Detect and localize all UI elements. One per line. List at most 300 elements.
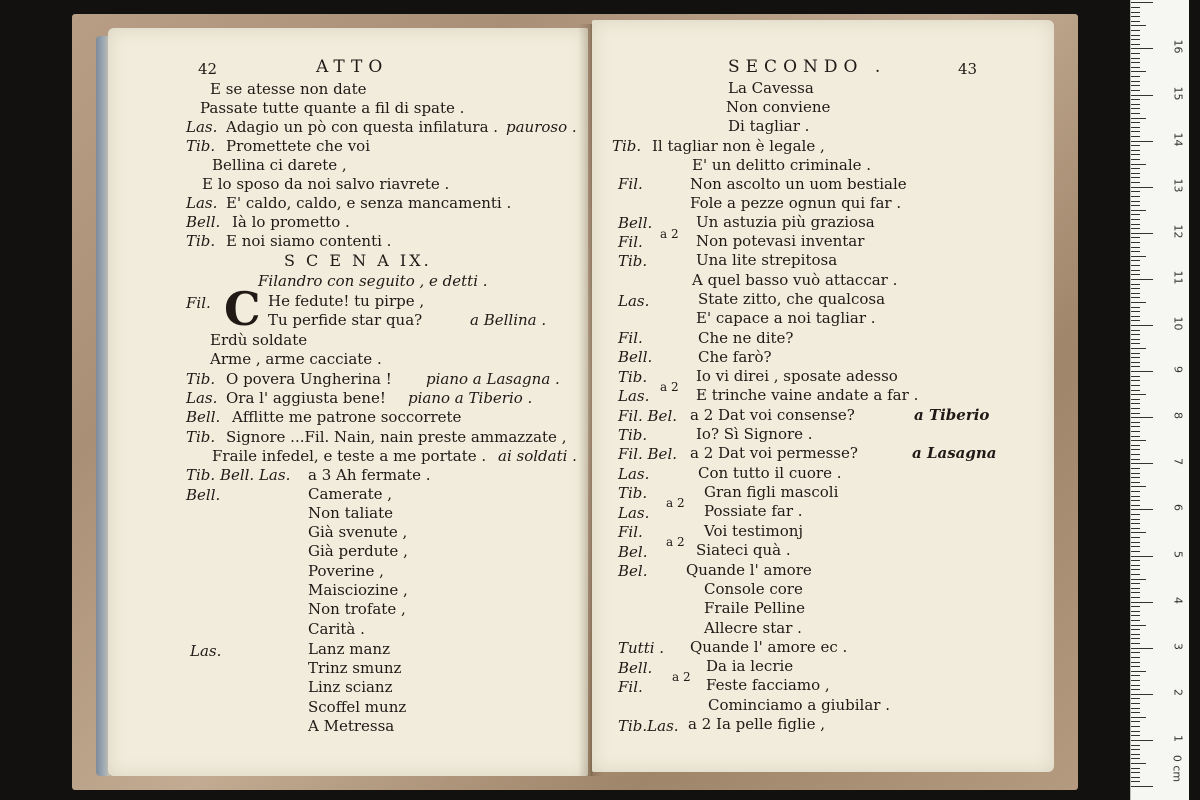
right-line: Voi testimonj <box>704 522 804 540</box>
right-speaker: Tib. <box>612 137 642 155</box>
left-line: Ià lo prometto . <box>232 213 350 231</box>
ruler-tick <box>1131 477 1140 478</box>
ruler-tick <box>1131 293 1140 294</box>
left-line: Adagio un pò con questa infilatura . <box>226 118 499 136</box>
ruler-tick <box>1131 122 1140 123</box>
left-speaker: Las. <box>186 389 218 407</box>
ruler-tick <box>1131 288 1140 289</box>
ruler-tick <box>1131 187 1153 188</box>
ruler-number: 7 <box>1171 458 1185 466</box>
ruler-tick <box>1131 260 1140 261</box>
a-due-mark: a 2 <box>672 670 691 684</box>
ruler-tick <box>1131 35 1140 36</box>
left-speaker: Tib. <box>186 370 216 388</box>
ruler-tick <box>1131 399 1140 400</box>
ruler-tick <box>1131 694 1153 695</box>
ruler-tick <box>1131 353 1140 354</box>
left-speaker: Las. <box>190 642 222 660</box>
ruler-tick <box>1131 721 1140 722</box>
verse-line: Lanz manz <box>308 640 390 658</box>
ruler-tick <box>1131 758 1140 759</box>
ruler-number: 12 <box>1171 224 1185 239</box>
ruler-tick <box>1131 44 1140 45</box>
right-speaker: Tib. <box>618 252 648 270</box>
ruler-tick <box>1131 731 1140 732</box>
right-speaker: Tib.Las. <box>618 717 679 735</box>
ruler-tick <box>1131 320 1140 321</box>
ruler-tick <box>1131 196 1140 197</box>
ruler-tick <box>1131 556 1153 557</box>
ruler-tick <box>1131 376 1140 377</box>
ruler-number: 10 <box>1171 316 1185 331</box>
ruler-tick <box>1131 565 1140 566</box>
ruler-tick <box>1131 390 1140 391</box>
ruler-tick <box>1131 131 1140 132</box>
ruler-tick <box>1131 71 1146 72</box>
left-line: Ora l' aggiusta bene! <box>226 389 386 407</box>
ruler-tick <box>1131 297 1140 298</box>
left-line: E se atesse non date <box>210 80 367 98</box>
right-line: La Cavessa <box>728 79 814 97</box>
right-speaker: Tib. <box>618 368 648 386</box>
right-speaker: Las. <box>618 504 650 522</box>
right-line: Feste facciamo , <box>706 676 830 694</box>
ruler-tick <box>1131 482 1140 483</box>
left-line: E lo sposo da noi salvo riavrete . <box>202 175 450 193</box>
verse-line: Linz scianz <box>308 678 393 696</box>
right-speaker: Fil. Bel. <box>618 445 678 463</box>
ruler-number: 0 cm <box>1170 754 1184 783</box>
ruler-tick <box>1131 431 1140 432</box>
ruler-tick <box>1131 514 1140 515</box>
ruler-tick <box>1131 270 1140 271</box>
ruler-tick <box>1131 726 1140 727</box>
ruler-tick <box>1131 583 1140 584</box>
verse-line: Carità . <box>308 620 365 638</box>
ruler-tick <box>1131 205 1140 206</box>
ruler-tick <box>1131 371 1153 372</box>
ruler-tick <box>1131 348 1146 349</box>
left-aside: ai soldati . <box>498 447 577 465</box>
ruler-tick <box>1131 81 1140 82</box>
left-line: Tu perfide star qua? <box>268 311 423 329</box>
ruler-tick <box>1131 454 1140 455</box>
left-line: Arme , arme cacciate . <box>210 350 382 368</box>
ruler-tick <box>1131 366 1140 367</box>
ruler-tick <box>1131 343 1140 344</box>
scene-title: S C E N A IX. <box>284 251 432 270</box>
ruler-tick <box>1131 449 1140 450</box>
left-speaker: Las. <box>186 194 218 212</box>
ruler-tick <box>1131 463 1153 464</box>
ruler-tick <box>1131 408 1140 409</box>
ruler-tick <box>1131 394 1146 395</box>
verse-line: Non trofate , <box>308 600 406 618</box>
ruler-tick <box>1131 671 1146 672</box>
right-line: Fole a pezze ognun qui far . <box>690 194 902 212</box>
ruler-tick <box>1131 191 1140 192</box>
ruler-number: 9 <box>1171 366 1185 374</box>
ruler-tick <box>1131 426 1140 427</box>
ruler-tick <box>1131 380 1140 381</box>
left-aside: piano a Lasagna . <box>426 370 560 388</box>
right-line: Da ia lecrie <box>706 657 794 675</box>
ruler-tick <box>1131 592 1140 593</box>
ruler-number: 8 <box>1171 412 1185 420</box>
ruler-tick <box>1131 606 1140 607</box>
ruler-tick <box>1131 505 1140 506</box>
ruler-tick <box>1131 777 1140 778</box>
ruler-tick <box>1131 638 1140 639</box>
ruler-tick <box>1131 417 1153 418</box>
ruler-tick <box>1131 703 1140 704</box>
ruler-tick <box>1131 12 1140 13</box>
ruler-tick <box>1131 597 1140 598</box>
ruler-tick <box>1131 201 1140 202</box>
ruler-tick <box>1131 159 1140 160</box>
right-speaker: Las. <box>618 292 650 310</box>
ruler-tick <box>1131 325 1153 326</box>
left-line: Signore ...Fil. Nain, nain preste ammazzate , <box>226 428 567 446</box>
right-speaker: Fil. <box>618 678 643 696</box>
left-speaker: Bell. <box>186 408 221 426</box>
ruler-tick <box>1131 491 1140 492</box>
left-speaker: Tib. <box>186 428 216 446</box>
a-due-mark: a 2 <box>660 227 679 241</box>
ruler-tick <box>1131 440 1146 441</box>
ruler-tick <box>1131 740 1153 741</box>
ruler-tick <box>1131 177 1140 178</box>
right-line: a 2 Ia pelle figlie , <box>688 715 825 733</box>
ruler-tick <box>1131 459 1140 460</box>
left-aside: a Bellina . <box>470 311 547 329</box>
right-line: Allecre star . <box>704 619 802 637</box>
right-line: Non ascolto un uom bestiale <box>690 175 907 193</box>
left-line: Passate tutte quante a fil di spate . <box>200 99 465 117</box>
right-line: Il tagliar non è legale , <box>652 137 825 155</box>
ruler-tick <box>1131 602 1153 603</box>
right-line: Non potevasi inventar <box>696 232 865 250</box>
right-line: E' capace a noi tagliar . <box>696 309 876 327</box>
ruler-tick <box>1131 237 1140 238</box>
left-speaker: Tib. <box>186 137 216 155</box>
ruler-tick <box>1131 274 1140 275</box>
ruler-tick <box>1131 643 1140 644</box>
ruler-tick <box>1131 546 1140 547</box>
right-speaker: Bell. <box>618 659 653 677</box>
ruler-tick <box>1131 413 1140 414</box>
ruler-tick <box>1131 247 1140 248</box>
ruler-tick <box>1131 7 1140 8</box>
ruler-tick <box>1131 154 1140 155</box>
left-line: Promettete che voi <box>226 137 371 155</box>
ruler-tick <box>1131 104 1140 105</box>
ruler-tick <box>1131 113 1140 114</box>
right-line: Un astuzia più graziosa <box>696 213 875 231</box>
right-speaker: Bell. <box>618 214 653 232</box>
left-line: Fraile infedel, e teste a me portate . <box>212 447 487 465</box>
left-speaker: Fil. <box>186 294 211 312</box>
ruler-number: 16 <box>1171 39 1185 54</box>
verse-line: Poverine , <box>308 562 384 580</box>
ruler-number: 1 <box>1171 734 1185 742</box>
right-line: State zitto, che qualcosa <box>698 290 886 308</box>
verse-line: Già svenute , <box>308 523 408 541</box>
left-speaker: Bell. <box>186 486 221 504</box>
measuring-ruler <box>1130 0 1189 800</box>
ruler-tick <box>1131 76 1140 77</box>
ruler-tick <box>1131 233 1153 234</box>
ruler-tick <box>1131 311 1140 312</box>
ruler-tick <box>1131 698 1140 699</box>
verse-line: Scoffel munz <box>308 698 407 716</box>
ruler-tick <box>1131 625 1146 626</box>
left-page-number: 42 <box>198 60 218 78</box>
right-line: Io? Sì Signore . <box>696 425 813 443</box>
right-speaker: Fil. <box>618 523 643 541</box>
ruler-tick <box>1131 25 1146 26</box>
ruler-tick <box>1131 675 1140 676</box>
right-line: a 2 Dat voi consense? <box>690 406 855 424</box>
right-speaker: Fil. <box>618 175 643 193</box>
ruler-tick <box>1131 560 1140 561</box>
left-aside: pauroso . <box>506 118 577 136</box>
right-line: Con tutto il cuore . <box>698 464 842 482</box>
ruler-number: 3 <box>1171 642 1185 650</box>
ruler-tick <box>1131 579 1146 580</box>
verse-line: Camerate , <box>308 485 393 503</box>
verse-line: Già perdute , <box>308 542 408 560</box>
ruler-tick <box>1131 551 1140 552</box>
right-line: Di tagliar . <box>728 117 810 135</box>
ruler-number: 11 <box>1171 270 1185 285</box>
ruler-tick <box>1131 735 1140 736</box>
right-line: Quande l' amore ec . <box>690 638 848 656</box>
ruler-tick <box>1131 786 1153 787</box>
ruler-tick <box>1131 284 1140 285</box>
ruler-tick <box>1131 588 1140 589</box>
ruler-tick <box>1131 118 1146 119</box>
right-speaker: Bell. <box>618 348 653 366</box>
left-line: Erdù soldate <box>210 331 308 349</box>
ruler-tick <box>1131 330 1140 331</box>
ruler-number: 4 <box>1171 596 1185 604</box>
ruler-tick <box>1131 219 1140 220</box>
left-speaker: Las. <box>186 118 218 136</box>
ruler-tick <box>1131 772 1140 773</box>
ruler-tick <box>1131 717 1146 718</box>
left-line: E noi siamo contenti . <box>226 232 392 250</box>
ruler-tick <box>1131 228 1140 229</box>
ruler-tick <box>1131 168 1140 169</box>
ruler-tick <box>1131 523 1140 524</box>
ruler-tick <box>1131 749 1140 750</box>
ruler-tick <box>1131 745 1140 746</box>
left-speaker: Tib. Bell. Las. <box>186 466 291 484</box>
ruler-tick <box>1131 256 1146 257</box>
a-due-mark: a 2 <box>666 496 685 510</box>
ruler-tick <box>1131 307 1140 308</box>
ruler-tick <box>1131 689 1140 690</box>
ruler-tick <box>1131 468 1140 469</box>
ruler-tick <box>1131 30 1140 31</box>
ruler-tick <box>1131 214 1140 215</box>
right-line: Quande l' amore <box>686 561 812 579</box>
ruler-number: 14 <box>1171 132 1185 147</box>
ruler-tick <box>1131 150 1140 151</box>
right-line: a 2 Dat voi permesse? <box>690 444 858 462</box>
ruler-tick <box>1131 486 1146 487</box>
ruler-tick <box>1131 210 1146 211</box>
left-line: a 3 Ah fermate . <box>308 466 431 484</box>
ruler-tick <box>1131 542 1140 543</box>
scene-subtitle: Filandro con seguito , e detti . <box>258 272 488 290</box>
ruler-tick <box>1131 629 1140 630</box>
ruler-tick <box>1131 509 1153 510</box>
ruler-tick <box>1131 141 1153 142</box>
ruler-tick <box>1131 53 1140 54</box>
verse-line: Non taliate <box>308 504 393 522</box>
ruler-tick <box>1131 648 1153 649</box>
right-speaker: Tutti . <box>618 639 665 657</box>
right-page <box>592 20 1054 772</box>
ruler-number: 15 <box>1171 86 1185 100</box>
left-line: Bellina ci darete , <box>212 156 347 174</box>
verse-line: Trinz smunz <box>308 659 402 677</box>
left-speaker: Bell. <box>186 213 221 231</box>
ruler-tick <box>1131 265 1140 266</box>
ruler-tick <box>1131 99 1140 100</box>
ruler-tick <box>1131 182 1140 183</box>
right-speaker: Tib. <box>618 484 648 502</box>
ruler-tick <box>1131 708 1140 709</box>
ruler-tick <box>1131 537 1140 538</box>
right-page-number: 43 <box>958 60 978 78</box>
ruler-number: 5 <box>1171 550 1185 558</box>
ruler-tick <box>1131 357 1140 358</box>
left-line: E' caldo, caldo, e senza mancamenti . <box>226 194 512 212</box>
ruler-tick <box>1131 2 1153 3</box>
right-speaker: Fil. <box>618 329 643 347</box>
ruler-tick <box>1131 500 1140 501</box>
right-line: E trinche vaine andate a far . <box>696 386 919 404</box>
ruler-tick <box>1131 685 1140 686</box>
right-line: Siateci quà . <box>696 541 791 559</box>
ruler-tick <box>1131 242 1140 243</box>
ruler-tick <box>1131 528 1140 529</box>
ruler-tick <box>1131 339 1140 340</box>
ruler-tick <box>1131 569 1140 570</box>
ruler-tick <box>1131 620 1140 621</box>
left-line: Afflitte me patrone soccorrete <box>232 408 462 426</box>
ruler-tick <box>1131 768 1140 769</box>
ruler-tick <box>1131 436 1140 437</box>
a-due-mark: a 2 <box>666 535 685 549</box>
ruler-tick <box>1131 224 1140 225</box>
ruler-tick <box>1131 532 1146 533</box>
ruler-tick <box>1131 615 1140 616</box>
ruler-tick <box>1131 108 1140 109</box>
ruler-tick <box>1131 496 1140 497</box>
right-line: Non conviene <box>726 98 831 116</box>
ruler-tick <box>1131 362 1140 363</box>
ruler-tick <box>1131 781 1140 782</box>
ruler-tick <box>1131 662 1140 663</box>
left-page <box>108 28 588 776</box>
left-page-header: ATTO <box>316 57 389 77</box>
right-line: Cominciamo a giubilar . <box>708 696 890 714</box>
ruler-tick <box>1131 302 1146 303</box>
right-speaker: Fil. Bel. <box>618 407 678 425</box>
ruler-tick <box>1131 58 1140 59</box>
right-line: Fraile Pelline <box>704 599 805 617</box>
ruler-number: 2 <box>1171 688 1185 696</box>
ruler-tick <box>1131 95 1153 96</box>
left-speaker: Tib. <box>186 232 216 250</box>
ruler-tick <box>1131 127 1140 128</box>
left-aside: piano a Tiberio . <box>408 389 533 407</box>
right-speaker: Bel. <box>618 562 648 580</box>
ruler-tick <box>1131 334 1140 335</box>
ruler-tick <box>1131 519 1140 520</box>
ruler-tick <box>1131 680 1140 681</box>
drop-cap: C <box>224 282 261 336</box>
ruler-tick <box>1131 754 1140 755</box>
ruler-tick <box>1131 316 1140 317</box>
ruler-tick <box>1131 16 1140 17</box>
right-line: Una lite strepitosa <box>696 251 838 269</box>
ruler-tick <box>1131 62 1140 63</box>
right-line: Gran figli mascoli <box>704 483 839 501</box>
right-page-header: SECONDO . <box>728 57 887 77</box>
ruler-number: 6 <box>1171 504 1185 512</box>
ruler-tick <box>1131 251 1140 252</box>
ruler-tick <box>1131 385 1140 386</box>
right-line: Che farò? <box>698 348 772 366</box>
right-speaker: Bel. <box>618 543 648 561</box>
ruler-tick <box>1131 279 1153 280</box>
ruler-tick <box>1131 657 1140 658</box>
right-line: A quel basso vuò attaccar . <box>692 271 898 289</box>
left-line: He fedute! tu pirpe , <box>268 292 425 310</box>
right-speaker: Las. <box>618 387 650 405</box>
right-line: E' un delitto criminale . <box>692 156 872 174</box>
ruler-tick <box>1131 90 1140 91</box>
right-line: Console core <box>704 580 803 598</box>
verse-line: Maisciozine , <box>308 581 408 599</box>
right-speaker: Las. <box>618 465 650 483</box>
ruler-tick <box>1131 136 1140 137</box>
right-speaker: Fil. <box>618 233 643 251</box>
ruler-tick <box>1131 634 1140 635</box>
right-aside: a Lasagna <box>912 444 997 462</box>
ruler-tick <box>1131 67 1140 68</box>
ruler-tick <box>1131 173 1140 174</box>
ruler-tick <box>1131 164 1146 165</box>
ruler-tick <box>1131 652 1140 653</box>
ruler-tick <box>1131 21 1140 22</box>
ruler-tick <box>1131 473 1140 474</box>
right-aside: a Tiberio <box>914 406 990 424</box>
ruler-tick <box>1131 763 1146 764</box>
right-speaker: Tib. <box>618 426 648 444</box>
ruler-tick <box>1131 145 1140 146</box>
ruler-number: 13 <box>1171 178 1185 193</box>
ruler-tick <box>1131 445 1140 446</box>
right-line: Che ne dite? <box>698 329 794 347</box>
left-line: O povera Ungherina ! <box>226 370 392 388</box>
ruler-tick <box>1131 48 1153 49</box>
